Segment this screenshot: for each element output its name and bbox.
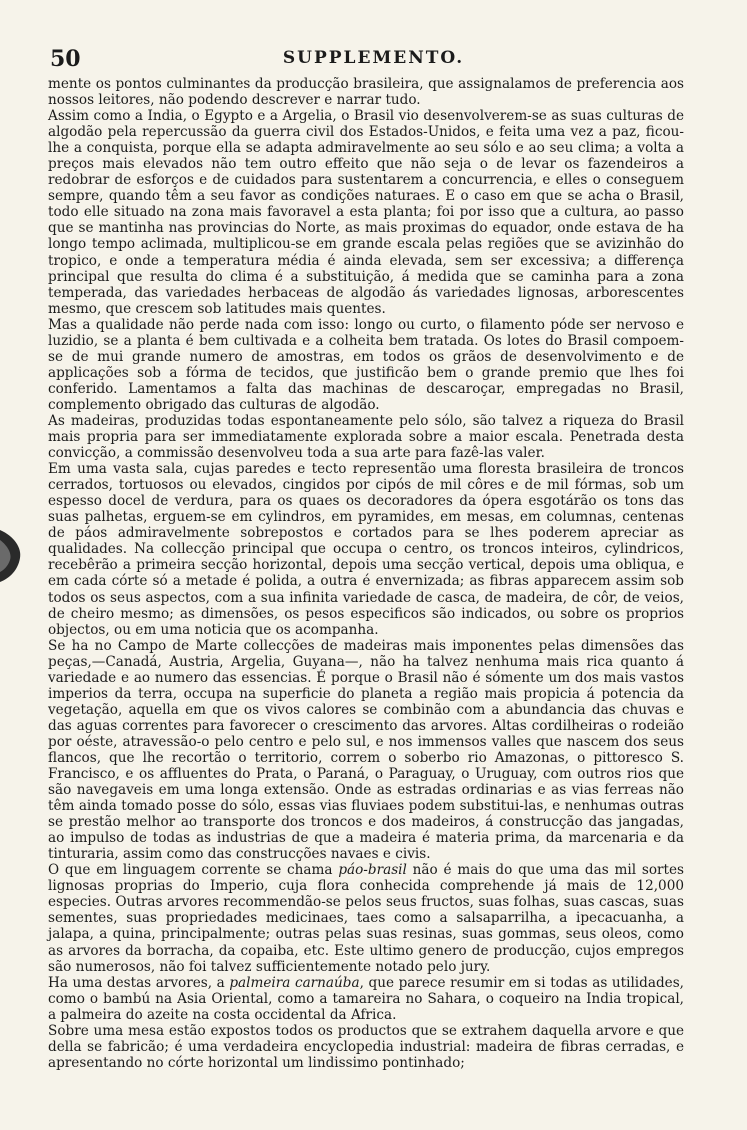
paragraph: As madeiras, produzidas todas espontaneamente pelo sólo, são talvez a riqueza do Brasil mais propria para ser immediatamente explorada sobre a maior escala. Penetrada desta convicção, a commissão desenvolveu toda a sua arte para fazê-las valer. [48,412,684,462]
paragraph: Assim como a India, o Egypto e a Argelia, o Brasil vio desenvolverem-se as suas culturas de algodão pela repercussão da guerra civil dos Estados-Unidos, e feita uma vez a paz, ficou-lhe a conquista, porque ella se adapta admiravelmente ao seu sólo e ao seu clima; a volta a preços mais elevados não tem outro effeito que não seja o de levar os fazendeiros a redobrar de esforços e de cuidados para sustentarem a concurrencia, e elles o conseguem sempre, quando têm a seu favor as condições naturaes. E o caso em que se acha o Brasil, todo elle situado na zona mais favoravel a esta planta; foi por isso que a cultura, ao passo que se mantinha nas provincias do Norte, as mais proximas do equador, onde estava de ha longo tempo aclimada, multiplicou-se em grande escala pelas regiões que se avizinhão do tropico, e onde a temperatura média é ainda elevada, sem ser excessiva; a differença principal que resulta do clima é a substituição, á medida que se caminha para a zona temperada, das variedades herbaceas de algodão ás variedades lignosas, arborescentes mesmo, que crescem sob latitudes mais quentes. [48,108,684,317]
paragraph: O que em linguagem corrente se chama páo-brasil não é mais do que uma das mil sortes lignosas proprias do Imperio, cuja flora conhecida comprehende já mais de 12,000 especies. Outras arvores recommendão-se pelos seus fructos, suas folhas, suas cascas, suas sementes, suas propriedades medicinaes, taes como a salsaparrilha, a ipecacuanha, a jalapa, a quina, principalmente; outras pelas suas resinas, suas gommas, seus oleos, como as arvores da borracha, da copaiba, etc. Este ultimo genero de producção, cujos empregos são numerosos, não foi talvez sufficientemente notado pelo jury. [48,862,684,975]
binding-mark-icon [0,526,26,586]
paragraph: mente os pontos culminantes da producção brasileira, que assignalamos de preferencia aos nossos leitores, não podendo descrever e narrar tudo. [48,76,684,109]
page-number: 50 [50,46,81,72]
italic-term: páo-brasil [338,862,407,879]
article-body [48,76,684,1071]
paragraph: Sobre uma mesa estão expostos todos os productos que se extrahem daquella arvore e que della se fabricão; é uma verdadeira encyclopedia industrial: madeira de fibras cerradas, e apresentando no córte horizontal um lindissimo pontinhado; [48,1022,684,1071]
paragraph: Ha uma destas arvores, a palmeira carnaúba, que parece resumir em si todas as utilidades, como o bambú na Asia Oriental, como a tamareira no Sahara, o coqueiro na India tropical, a palmeira do azeite na costa occidental da Africa. [48,974,684,1023]
italic-term: palmeira carnaúba [229,974,360,991]
running-title: SUPPLEMENTO. [282,48,465,68]
paragraph: Mas a qualidade não perde nada com isso: longo ou curto, o filamento póde ser nervoso e luzidio, se a planta é bem cultivada e a colheita bem tratada. Os lotes do Brasil compoem-se de mui grande numero de amostras, em todos os grãos de desenvolvimento e de applicações sob a fórma de tecidos, que justificão bem o grande premio que lhes foi conferido. Lamentamos a falta das machinas de descaroçar, empregadas no Brasil, complemento obrigado das culturas de algodão. [48,316,684,413]
paragraph: Se ha no Campo de Marte collecções de madeiras mais imponentes pelas dimensões das peças,—Canadá, Austria, Argelia, Guyana—, não ha talvez nenhuma mais rica quanto á variedade e ao numero das essencias. É porque o Brasil não é sómente um dos mais vastos imperios da terra, occupa na superficie do planeta a região mais propicia á potencia da vegetação, aquella em que os vivos calores se combinão com a abundancia das chuvas e das aguas correntes para favorecer o crescimento das arvores. Altas cordilheiras o rodeião por oéste, atravessão-o pelo centro e pelo sul, e nos immensos valles que nascem dos seus flancos, que lhe recortão o territorio, correm o soberbo rio Amazonas, o pittoresco S. Francisco, e os affluentes do Prata, o Paraná, o Paraguay, o Uruguay, com outros rios que são navegaveis em uma longa extensão. Onde as estradas ordinarias e as vias ferreas não têm ainda tomado posse do sólo, essas vias fluviaes podem substitui-las, e nenhumas outras se prestão melhor ao transporte dos troncos e dos madeiros, á construcção das jangadas, ao impulso de todas as industrias de que a madeira é materia prima, da marcenaria e da tinturaria, assim como das construcções navaes e civis. [48,637,684,863]
paragraph: Em uma vasta sala, cujas paredes e tecto representão uma floresta brasileira de troncos cerrados, tortuosos ou elevados, cingidos por cipós de mil côres e de mil fórmas, sob um espesso docel de verdura, para os quaes os decoradores da ópera esgotárão os tons das suas palhetas, erguem-se em cylindros, em pyramides, em mesas, em columnas, centenas de páos admiravelmente sobrepostos e cortados para se lhes poderem apreciar as qualidades. Na collecção principal que occupa o centro, os troncos inteiros, cylindricos, recebêrão a primeira secção horizontal, depois uma secção vertical, depois uma obliqua, e em cada córte só a metade é polida, a outra é envernizada; as fibras apparecem assim sob todos os seus aspectos, com a sua infinita variedade de casca, de madeira, de côr, de veios, de cheiro mesmo; as dimensões, os pesos especificos são indicados, ou sobre os proprios objectos, ou em uma noticia que os acompanha. [48,461,684,638]
